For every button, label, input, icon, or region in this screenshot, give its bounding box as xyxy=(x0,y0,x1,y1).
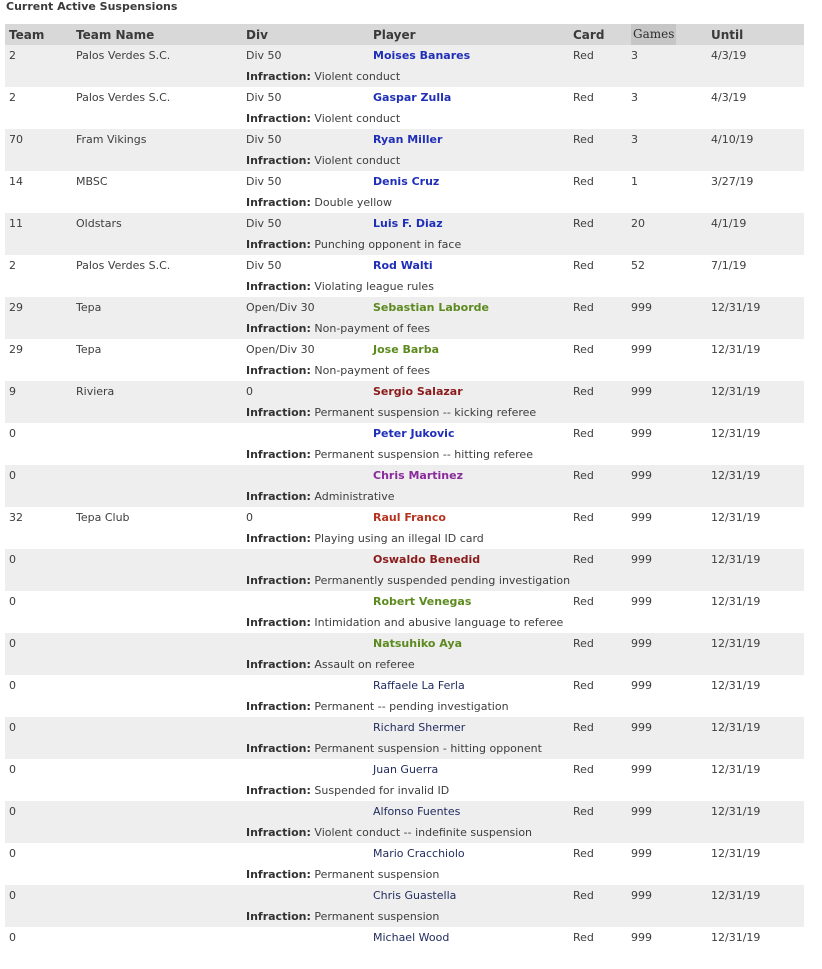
infraction-label: Infraction: xyxy=(246,910,311,923)
suspension-record xyxy=(5,717,804,759)
infraction-text xyxy=(246,70,400,83)
infraction-row xyxy=(5,108,804,129)
infraction-row xyxy=(5,780,804,801)
cell-player[interactable]: Juan Guerra xyxy=(373,763,439,776)
cell-until: 12/31/19 xyxy=(711,385,761,398)
header-card[interactable]: Card xyxy=(573,28,605,42)
infraction-row xyxy=(5,66,804,87)
table-body xyxy=(5,45,804,969)
suspension-record xyxy=(5,927,804,969)
infraction-label: Infraction: xyxy=(246,658,311,671)
page-title: Current Active Suspensions xyxy=(6,0,178,13)
infraction-row xyxy=(5,318,804,339)
cell-team: 0 xyxy=(9,889,16,902)
suspension-record xyxy=(5,633,804,675)
cell-team: 2 xyxy=(9,49,16,62)
cell-games: 999 xyxy=(631,637,652,650)
cell-team: 0 xyxy=(9,427,16,440)
cell-until: 12/31/19 xyxy=(711,595,761,608)
cell-until: 12/31/19 xyxy=(711,679,761,692)
cell-team: 0 xyxy=(9,469,16,482)
cell-player[interactable]: Sergio Salazar xyxy=(373,385,463,398)
cell-until: 3/27/19 xyxy=(711,175,754,188)
cell-card: Red xyxy=(573,427,594,440)
infraction-value: Violent conduct xyxy=(314,154,401,167)
cell-team: 2 xyxy=(9,259,16,272)
cell-card: Red xyxy=(573,49,594,62)
infraction-value: Permanent suspension xyxy=(314,910,440,923)
infraction-label: Infraction: xyxy=(246,574,311,587)
cell-card: Red xyxy=(573,847,594,860)
cell-card: Red xyxy=(573,217,594,230)
infraction-label: Infraction: xyxy=(246,448,311,461)
cell-games: 999 xyxy=(631,889,652,902)
infraction-text xyxy=(246,322,430,335)
cell-until: 7/1/19 xyxy=(711,259,747,272)
cell-player[interactable]: Moises Banares xyxy=(373,49,471,62)
cell-games: 999 xyxy=(631,469,652,482)
infraction-row xyxy=(5,822,804,843)
cell-until: 12/31/19 xyxy=(711,469,761,482)
cell-team: 2 xyxy=(9,91,16,104)
cell-team: 0 xyxy=(9,847,16,860)
cell-until: 12/31/19 xyxy=(711,889,761,902)
cell-card: Red xyxy=(573,721,594,734)
cell-until: 12/31/19 xyxy=(711,301,761,314)
cell-team: 9 xyxy=(9,385,16,398)
infraction-text xyxy=(246,658,415,671)
cell-games: 999 xyxy=(631,679,652,692)
infraction-label: Infraction: xyxy=(246,112,311,125)
cell-player[interactable]: Raffaele La Ferla xyxy=(373,679,465,692)
header-games[interactable]: Games xyxy=(631,24,676,45)
infraction-row xyxy=(5,234,804,255)
cell-until: 4/10/19 xyxy=(711,133,754,146)
cell-card: Red xyxy=(573,595,594,608)
suspension-record xyxy=(5,255,804,297)
infraction-value: Non-payment of fees xyxy=(314,364,431,377)
cell-team: 32 xyxy=(9,511,23,524)
cell-team: 29 xyxy=(9,343,23,356)
cell-team: 0 xyxy=(9,595,16,608)
cell-games: 3 xyxy=(631,133,638,146)
infraction-value: Permanent suspension -- hitting referee xyxy=(314,448,533,461)
cell-until: 12/31/19 xyxy=(711,427,761,440)
table-row xyxy=(5,591,804,612)
suspension-record xyxy=(5,843,804,885)
header-until[interactable]: Until xyxy=(711,28,744,42)
cell-card: Red xyxy=(573,679,594,692)
cell-team: 29 xyxy=(9,301,23,314)
cell-card: Red xyxy=(573,91,594,104)
cell-div: Open/Div 30 xyxy=(246,301,315,314)
cell-player[interactable]: Rod Walti xyxy=(373,259,433,272)
infraction-text xyxy=(246,406,536,419)
table-row xyxy=(5,843,804,864)
cell-div: Div 50 xyxy=(246,175,282,188)
cell-until: 12/31/19 xyxy=(711,931,761,944)
cell-games: 999 xyxy=(631,385,652,398)
infraction-label: Infraction: xyxy=(246,532,311,545)
cell-card: Red xyxy=(573,553,594,566)
table-row xyxy=(5,87,804,108)
cell-team-name: Fram Vikings xyxy=(76,133,147,146)
cell-team: 0 xyxy=(9,553,16,566)
infraction-row xyxy=(5,570,804,591)
cell-team-name: Palos Verdes S.C. xyxy=(76,49,171,62)
cell-div: Div 50 xyxy=(246,259,282,272)
table-row xyxy=(5,381,804,402)
infraction-label: Infraction: xyxy=(246,322,311,335)
table-row xyxy=(5,423,804,444)
infraction-text xyxy=(246,532,484,545)
infraction-text xyxy=(246,784,449,797)
cell-team-name: Oldstars xyxy=(76,217,122,230)
cell-player[interactable]: Richard Shermer xyxy=(373,721,466,734)
cell-div: Div 50 xyxy=(246,133,282,146)
cell-games: 3 xyxy=(631,49,638,62)
cell-games: 999 xyxy=(631,553,652,566)
infraction-text xyxy=(246,448,533,461)
infraction-text xyxy=(246,154,400,167)
infraction-text xyxy=(246,196,392,209)
infraction-text xyxy=(246,490,394,503)
cell-team-name: Riviera xyxy=(76,385,115,398)
infraction-label: Infraction: xyxy=(246,364,311,377)
cell-player[interactable]: Alfonso Fuentes xyxy=(373,805,461,818)
infraction-row xyxy=(5,402,804,423)
infraction-row xyxy=(5,276,804,297)
cell-player[interactable]: Sebastian Laborde xyxy=(373,301,489,314)
table-row xyxy=(5,297,804,318)
cell-player[interactable]: Ryan Miller xyxy=(373,133,443,146)
infraction-label: Infraction: xyxy=(246,238,311,251)
header-player[interactable]: Player xyxy=(373,28,416,42)
cell-team: 11 xyxy=(9,217,23,230)
suspension-record xyxy=(5,297,804,339)
infraction-label: Infraction: xyxy=(246,826,311,839)
cell-card: Red xyxy=(573,343,594,356)
cell-team-name: Palos Verdes S.C. xyxy=(76,91,171,104)
infraction-row xyxy=(5,360,804,381)
suspension-record xyxy=(5,381,804,423)
infraction-label: Infraction: xyxy=(246,700,311,713)
infraction-value: Violating league rules xyxy=(314,280,434,293)
cell-player[interactable]: Luis F. Diaz xyxy=(373,217,443,230)
infraction-text xyxy=(246,364,430,377)
table-row xyxy=(5,885,804,906)
cell-card: Red xyxy=(573,637,594,650)
infraction-row xyxy=(5,906,804,927)
infraction-text xyxy=(246,868,439,881)
infraction-value: Violent conduct -- indefinite suspension xyxy=(314,826,533,839)
table-row xyxy=(5,717,804,738)
cell-player[interactable]: Oswaldo Benedid xyxy=(373,553,481,566)
cell-until: 12/31/19 xyxy=(711,343,761,356)
table-row xyxy=(5,759,804,780)
cell-games: 999 xyxy=(631,721,652,734)
cell-games: 999 xyxy=(631,847,652,860)
cell-div: Div 50 xyxy=(246,91,282,104)
infraction-text xyxy=(246,826,532,839)
cell-team: 0 xyxy=(9,763,16,776)
infraction-text xyxy=(246,910,439,923)
suspension-record xyxy=(5,129,804,171)
cell-player[interactable]: Gaspar Zulla xyxy=(373,91,452,104)
infraction-row xyxy=(5,948,804,969)
infraction-text xyxy=(246,700,509,713)
infraction-row xyxy=(5,654,804,675)
suspensions-table xyxy=(5,24,804,969)
cell-team-name: MBSC xyxy=(76,175,108,188)
header-team[interactable]: Team xyxy=(9,28,45,42)
cell-div: Div 50 xyxy=(246,49,282,62)
cell-games: 3 xyxy=(631,91,638,104)
infraction-value: Permanent suspension - hitting opponent xyxy=(314,742,542,755)
infraction-value: Playing using an illegal ID card xyxy=(314,532,484,545)
cell-card: Red xyxy=(573,511,594,524)
cell-until: 12/31/19 xyxy=(711,553,761,566)
cell-until: 12/31/19 xyxy=(711,511,761,524)
infraction-row xyxy=(5,192,804,213)
infraction-label: Infraction: xyxy=(246,616,311,629)
cell-until: 12/31/19 xyxy=(711,721,761,734)
infraction-row xyxy=(5,486,804,507)
infraction-row xyxy=(5,444,804,465)
cell-card: Red xyxy=(573,385,594,398)
cell-player[interactable]: Jose Barba xyxy=(373,343,440,356)
infraction-row xyxy=(5,738,804,759)
infraction-text xyxy=(246,238,461,251)
infraction-value: Assault on referee xyxy=(314,658,415,671)
cell-team-name: Tepa xyxy=(76,343,102,356)
infraction-label: Infraction: xyxy=(246,280,311,293)
infraction-text xyxy=(246,616,563,629)
cell-player[interactable]: Peter Jukovic xyxy=(373,427,455,440)
cell-player[interactable]: Raul Franco xyxy=(373,511,446,524)
infraction-value: Permanently suspended pending investigation xyxy=(314,574,571,587)
infraction-text xyxy=(246,742,542,755)
suspension-record xyxy=(5,87,804,129)
table-row xyxy=(5,129,804,150)
cell-games: 20 xyxy=(631,217,645,230)
infraction-row xyxy=(5,528,804,549)
infraction-row xyxy=(5,150,804,171)
suspension-record xyxy=(5,549,804,591)
infraction-row xyxy=(5,612,804,633)
cell-games: 999 xyxy=(631,763,652,776)
suspension-record xyxy=(5,213,804,255)
cell-div: 0 xyxy=(246,385,253,398)
table-row xyxy=(5,507,804,528)
cell-until: 12/31/19 xyxy=(711,805,761,818)
infraction-label: Infraction: xyxy=(246,406,311,419)
infraction-label: Infraction: xyxy=(246,490,311,503)
table-row xyxy=(5,675,804,696)
cell-games: 1 xyxy=(631,175,638,188)
infraction-value: Permanent suspension xyxy=(314,868,440,881)
cell-games: 999 xyxy=(631,511,652,524)
infraction-value: Suspended for invalid ID xyxy=(314,784,450,797)
table-row xyxy=(5,801,804,822)
suspension-record xyxy=(5,801,804,843)
cell-games: 999 xyxy=(631,595,652,608)
cell-player[interactable]: Chris Martinez xyxy=(373,469,463,482)
cell-card: Red xyxy=(573,931,594,944)
table-row xyxy=(5,927,804,948)
cell-card: Red xyxy=(573,805,594,818)
table-row xyxy=(5,45,804,66)
cell-games: 999 xyxy=(631,931,652,944)
cell-until: 4/3/19 xyxy=(711,91,747,104)
suspension-record xyxy=(5,45,804,87)
infraction-label: Infraction: xyxy=(246,70,311,83)
suspension-record xyxy=(5,885,804,927)
cell-games: 999 xyxy=(631,301,652,314)
infraction-text xyxy=(246,112,400,125)
infraction-label: Infraction: xyxy=(246,784,311,797)
table-row xyxy=(5,633,804,654)
infraction-value: Intimidation and abusive language to referee xyxy=(314,616,564,629)
infraction-value: Administrative xyxy=(314,490,395,503)
infraction-value: Permanent suspension -- kicking referee xyxy=(314,406,537,419)
infraction-value: Permanent -- pending investigation xyxy=(314,700,509,713)
infraction-label: Infraction: xyxy=(246,868,311,881)
suspension-record xyxy=(5,339,804,381)
cell-card: Red xyxy=(573,469,594,482)
suspension-record xyxy=(5,507,804,549)
cell-player[interactable]: Denis Cruz xyxy=(373,175,440,188)
table-row xyxy=(5,339,804,360)
suspension-record xyxy=(5,171,804,213)
cell-team: 0 xyxy=(9,721,16,734)
infraction-value: Violent conduct xyxy=(314,70,401,83)
suspension-record xyxy=(5,759,804,801)
infraction-value: Non-payment of fees xyxy=(314,322,431,335)
cell-games: 999 xyxy=(631,427,652,440)
table-row xyxy=(5,255,804,276)
cell-team: 0 xyxy=(9,679,16,692)
infraction-row xyxy=(5,864,804,885)
cell-card: Red xyxy=(573,301,594,314)
cell-games: 999 xyxy=(631,343,652,356)
infraction-text xyxy=(246,574,570,587)
infraction-label: Infraction: xyxy=(246,154,311,167)
cell-card: Red xyxy=(573,763,594,776)
cell-card: Red xyxy=(573,175,594,188)
header-div[interactable]: Div xyxy=(246,28,268,42)
suspension-record xyxy=(5,675,804,717)
suspension-record xyxy=(5,423,804,465)
suspension-record xyxy=(5,465,804,507)
cell-games: 52 xyxy=(631,259,645,272)
cell-player[interactable]: Robert Venegas xyxy=(373,595,472,608)
infraction-value: Violent conduct xyxy=(314,112,401,125)
cell-team: 70 xyxy=(9,133,23,146)
table-row xyxy=(5,549,804,570)
table-row xyxy=(5,465,804,486)
cell-until: 12/31/19 xyxy=(711,763,761,776)
cell-team: 0 xyxy=(9,805,16,818)
cell-until: 12/31/19 xyxy=(711,847,761,860)
table-header xyxy=(5,24,804,45)
infraction-row xyxy=(5,696,804,717)
cell-team: 14 xyxy=(9,175,23,188)
header-team-name[interactable]: Team Name xyxy=(76,28,155,42)
cell-until: 4/3/19 xyxy=(711,49,747,62)
cell-card: Red xyxy=(573,259,594,272)
cell-div: Open/Div 30 xyxy=(246,343,315,356)
cell-team: 0 xyxy=(9,931,16,944)
cell-team: 0 xyxy=(9,637,16,650)
table-row xyxy=(5,171,804,192)
cell-div: Div 50 xyxy=(246,217,282,230)
infraction-value: Double yellow xyxy=(314,196,392,209)
infraction-label: Infraction: xyxy=(246,196,311,209)
infraction-label: Infraction: xyxy=(246,742,311,755)
cell-until: 12/31/19 xyxy=(711,637,761,650)
cell-player[interactable]: Chris Guastella xyxy=(373,889,457,902)
cell-team-name: Tepa Club xyxy=(76,511,130,524)
infraction-text xyxy=(246,280,434,293)
cell-card: Red xyxy=(573,889,594,902)
table-row xyxy=(5,213,804,234)
infraction-value: Punching opponent in face xyxy=(314,238,462,251)
suspension-record xyxy=(5,591,804,633)
cell-team-name: Palos Verdes S.C. xyxy=(76,259,171,272)
cell-until: 4/1/19 xyxy=(711,217,747,230)
cell-card: Red xyxy=(573,133,594,146)
cell-player[interactable]: Natsuhiko Aya xyxy=(373,637,462,650)
cell-div: 0 xyxy=(246,511,253,524)
cell-player[interactable]: Mario Cracchiolo xyxy=(373,847,465,860)
cell-player[interactable]: Michael Wood xyxy=(373,931,450,944)
cell-games: 999 xyxy=(631,805,652,818)
cell-team-name: Tepa xyxy=(76,301,102,314)
